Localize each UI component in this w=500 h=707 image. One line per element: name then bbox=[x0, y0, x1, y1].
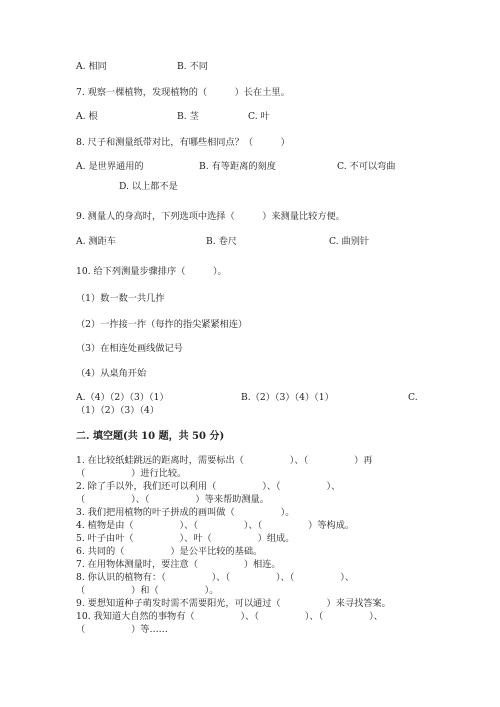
q9-option-b: B. 卷尺 bbox=[206, 236, 237, 247]
q10-option-b: B.（2）（3）（4）（1） bbox=[241, 392, 334, 403]
q6-option-a: A. 相同 bbox=[76, 61, 107, 72]
q8-option-a: A. 是世界通用的 bbox=[76, 161, 144, 172]
q7-stem: 7. 观察一棵植物，发现植物的（ ）长在土里。 bbox=[76, 87, 290, 98]
fill-line: 5. 叶子由叶（ ）、叶（ ）组成。 bbox=[76, 533, 295, 544]
fill-line: 4. 植物是由（ ）、（ ）、（ ）等构成。 bbox=[76, 520, 355, 531]
q10-option-c: C. bbox=[408, 392, 418, 403]
fill-line: 8. 你认识的植物有：（ ）、（ ）、（ ）、 bbox=[76, 572, 355, 583]
q7-option-a: A. 根 bbox=[76, 111, 98, 122]
fill-line: （ ）等…… bbox=[76, 624, 168, 635]
fill-line: （ ）、（ ）等来帮助测量。 bbox=[76, 494, 269, 505]
fill-line: 2. 除了手以外，我们还可以利用（ ）、（ ）、 bbox=[76, 481, 341, 492]
q6-option-b: B. 不同 bbox=[177, 61, 208, 72]
q10-option-a: A.（4）（2）（3）（1） bbox=[76, 392, 169, 403]
fill-line: 10. 我知道大自然的事物有（ ）、（ ）、（ ）、 bbox=[76, 611, 383, 622]
q10-step-1: （1）数一数一共几拃 bbox=[76, 293, 165, 304]
fill-line: 6. 共同的（ ）是公平比较的基础。 bbox=[76, 546, 263, 557]
fill-line: 9. 要想知道种子萌发时需不需要阳光，可以通过（ ）来寻找答案。 bbox=[76, 598, 391, 609]
fill-line: 7. 在用物体测量时，要注意（ ）相连。 bbox=[76, 559, 281, 570]
q10-step-3: （3）在相连处画线做记号 bbox=[76, 343, 183, 354]
q8-option-b: B. 有等距离的刻度 bbox=[199, 161, 276, 172]
q9-stem: 9. 测量人的身高时，下列选项中选择（ ）来测量比较方便。 bbox=[76, 211, 345, 222]
section-title: 二. 填空题(共 10 题，共 50 分) bbox=[76, 431, 225, 442]
q9-option-c: C. 曲别针 bbox=[329, 236, 370, 247]
fill-line: （ ）和（ ）。 bbox=[76, 585, 219, 596]
q10-stem: 10. 给下列测量步骤排序（ ）。 bbox=[76, 266, 227, 277]
q10-step-2: （2）一拃接一拃（每拃的指尖紧紧相连） bbox=[76, 319, 248, 330]
fill-line: （ ）进行比较。 bbox=[76, 468, 187, 479]
q8-stem: 8. 尺子和测量纸带对比，有哪些相同点？（ ） bbox=[76, 137, 290, 148]
fill-line: 3. 我们把用植物的叶子拼成的画叫做（ ）。 bbox=[76, 507, 295, 518]
q7-option-c: C. 叶 bbox=[248, 111, 270, 122]
q7-option-b: B. 茎 bbox=[177, 111, 199, 122]
q9-option-a: A. 测距车 bbox=[76, 236, 117, 247]
fill-line: 1. 在比较纸蛙跳远的距离时，需要标出（ ）、（ ）再 bbox=[76, 455, 373, 466]
q8-option-c: C. 不可以弯曲 bbox=[337, 161, 396, 172]
q10-step-4: （4）从桌角开始 bbox=[76, 368, 147, 379]
q10-option-c-value: （1）（2）（3）（4） bbox=[76, 405, 160, 416]
q8-option-d: D. 以上都不是 bbox=[119, 181, 178, 192]
